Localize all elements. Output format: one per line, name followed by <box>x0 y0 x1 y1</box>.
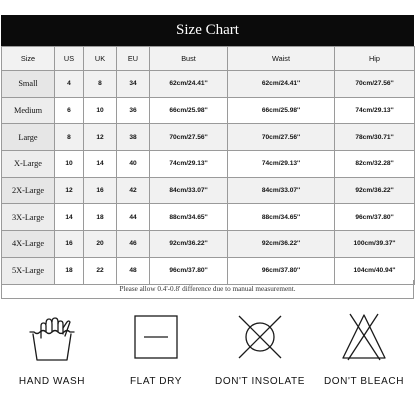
hip-cell: 78cm/30.71'' <box>335 124 415 151</box>
uk-cell: 16 <box>84 177 117 204</box>
uk-cell: 12 <box>84 124 117 151</box>
us-cell: 10 <box>55 151 84 178</box>
uk-cell: 18 <box>84 204 117 231</box>
eu-cell: 42 <box>117 177 150 204</box>
hip-cell: 74cm/29.13'' <box>335 97 415 124</box>
table-row <box>2 71 415 98</box>
bust-cell: 70cm/27.56'' <box>150 124 228 151</box>
eu-cell: 48 <box>117 257 150 284</box>
table-header-row <box>2 47 415 71</box>
us-cell: 8 <box>55 124 84 151</box>
uk-cell: 22 <box>84 257 117 284</box>
us-cell: 4 <box>55 71 84 98</box>
eu-cell: 46 <box>117 231 150 258</box>
eu-cell: 40 <box>117 151 150 178</box>
eu-cell: 44 <box>117 204 150 231</box>
table-row <box>2 231 415 258</box>
waist-cell: 84cm/33.07'' <box>228 177 335 204</box>
care-label: FLAT DRY <box>129 376 183 387</box>
table-row <box>2 97 415 124</box>
bust-cell: 84cm/33.07'' <box>150 177 228 204</box>
table-row <box>2 124 415 151</box>
bust-cell: 92cm/36.22'' <box>150 231 228 258</box>
table-row <box>2 151 415 178</box>
table-row <box>2 204 415 231</box>
care-dont-insolate <box>208 310 312 394</box>
uk-cell: 14 <box>84 151 117 178</box>
eu-cell: 34 <box>117 71 150 98</box>
size-cell: Medium <box>2 97 55 124</box>
us-cell: 16 <box>55 231 84 258</box>
bust-cell: 62cm/24.41'' <box>150 71 228 98</box>
column-header-eu: EU <box>117 47 150 71</box>
waist-cell: 70cm/27.56'' <box>228 124 335 151</box>
waist-cell: 66cm/25.98'' <box>228 97 335 124</box>
care-dont-bleach <box>312 310 416 394</box>
dont-insolate-icon <box>235 310 285 370</box>
bust-cell: 88cm/34.65'' <box>150 204 228 231</box>
measurement-note: Please allow 0.4'-0.8' difference due to manual measurement. <box>1 280 414 299</box>
dont-bleach-icon <box>339 310 389 370</box>
eu-cell: 38 <box>117 124 150 151</box>
waist-cell: 96cm/37.80'' <box>228 257 335 284</box>
us-cell: 12 <box>55 177 84 204</box>
column-header-hip: Hip <box>335 47 415 71</box>
hip-cell: 70cm/27.56'' <box>335 71 415 98</box>
care-flat-dry <box>104 310 208 394</box>
waist-cell: 74cm/29.13'' <box>228 151 335 178</box>
column-header-bust: Bust <box>150 47 228 71</box>
care-label: DON'T INSOLATE <box>215 376 305 387</box>
size-cell: 5X-Large <box>2 257 55 284</box>
column-header-us: US <box>55 47 84 71</box>
hip-cell: 104cm/40.94'' <box>335 257 415 284</box>
hip-cell: 100cm/39.37'' <box>335 231 415 258</box>
eu-cell: 36 <box>117 97 150 124</box>
waist-cell: 62cm/24.41'' <box>228 71 335 98</box>
care-hand-wash <box>0 310 104 394</box>
size-chart-table <box>1 46 415 285</box>
uk-cell: 8 <box>84 71 117 98</box>
bust-cell: 74cm/29.13'' <box>150 151 228 178</box>
care-label: HAND WASH <box>18 376 86 387</box>
size-cell: Small <box>2 71 55 98</box>
uk-cell: 20 <box>84 231 117 258</box>
size-chart-title: Size Chart <box>1 15 414 46</box>
us-cell: 14 <box>55 204 84 231</box>
size-cell: X-Large <box>2 151 55 178</box>
column-header-size: Size <box>2 47 55 71</box>
uk-cell: 10 <box>84 97 117 124</box>
size-cell: 2X-Large <box>2 177 55 204</box>
waist-cell: 88cm/34.65'' <box>228 204 335 231</box>
hip-cell: 92cm/36.22'' <box>335 177 415 204</box>
hand-wash-icon <box>27 310 77 370</box>
care-label: DON'T BLEACH <box>323 376 405 387</box>
size-cell: Large <box>2 124 55 151</box>
waist-cell: 92cm/36.22'' <box>228 231 335 258</box>
column-header-waist: Waist <box>228 47 335 71</box>
bust-cell: 96cm/37.80'' <box>150 257 228 284</box>
table-row <box>2 177 415 204</box>
column-header-uk: UK <box>84 47 117 71</box>
size-cell: 4X-Large <box>2 231 55 258</box>
us-cell: 6 <box>55 97 84 124</box>
hip-cell: 96cm/37.80'' <box>335 204 415 231</box>
flat-dry-icon <box>131 310 181 370</box>
bust-cell: 66cm/25.98'' <box>150 97 228 124</box>
us-cell: 18 <box>55 257 84 284</box>
size-cell: 3X-Large <box>2 204 55 231</box>
hip-cell: 82cm/32.28'' <box>335 151 415 178</box>
